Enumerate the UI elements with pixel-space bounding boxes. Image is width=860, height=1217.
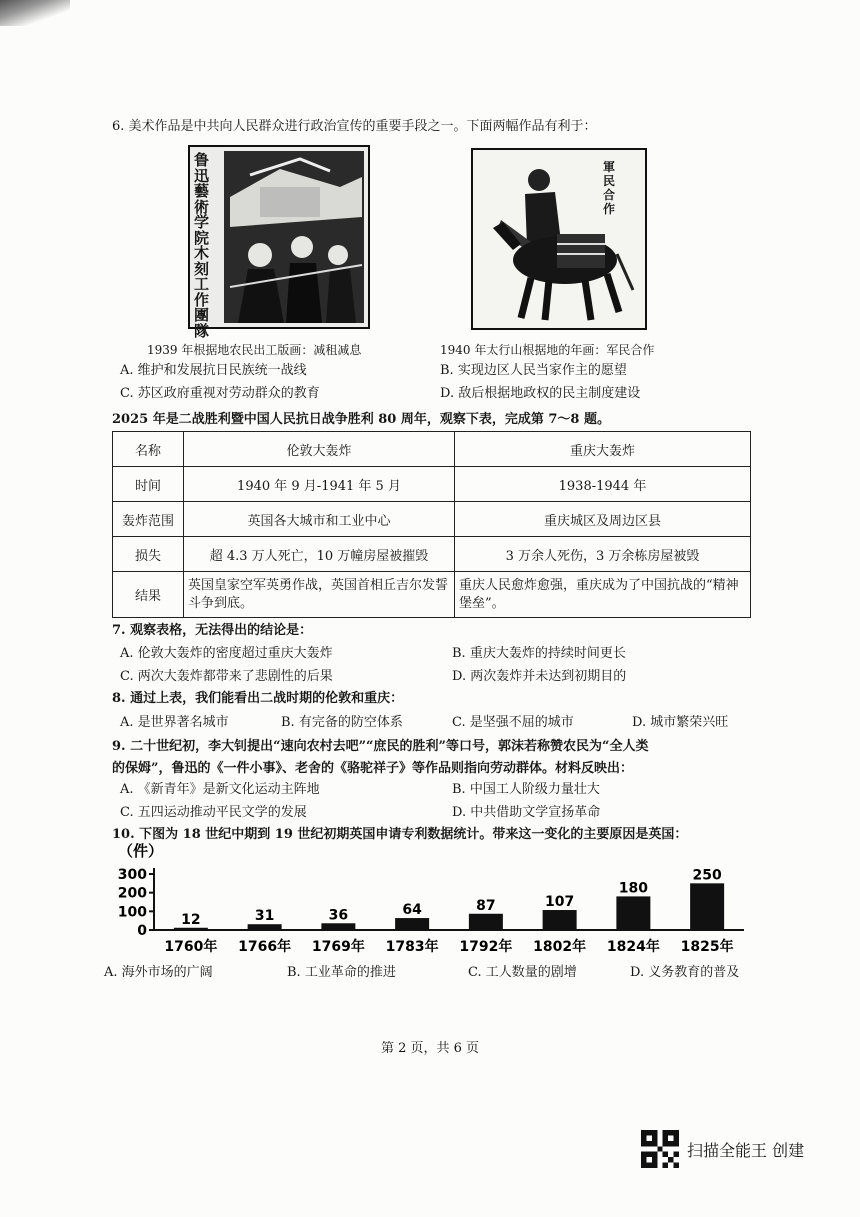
x-tick-label: 1824年 (606, 939, 660, 955)
table-cell: 超 4.3 万人死亡，10 万幢房屋被摧毁 (184, 537, 455, 572)
woodcut-caption: 1939 年根据地农民出工版画：减租减息 (147, 343, 362, 357)
q9-stem-line2: 的保姆”，鲁迅的《一件小事》、老舍的《骆驼祥子》等作品则指向劳动群体。材料反映出： (112, 761, 633, 776)
qr-code-icon (641, 1130, 679, 1168)
bar-value-label: 87 (476, 897, 496, 914)
table-cell: 轰炸范围 (113, 502, 184, 537)
table-row (113, 467, 751, 502)
table-cell: 重庆人民愈炸愈强，重庆成为了中国抗战的“精神堡垒”。 (455, 572, 751, 618)
section-intro: 2025 年是二战胜利暨中国人民抗日战争胜利 80 周年，观察下表，完成第 7～8 题。 (112, 412, 610, 427)
q10-stem: 10. 下图为 18 世纪中期到 19 世纪初期英国申请专利数据统计。带来这一变化的主要原因是英国： (112, 827, 688, 842)
bar-value-label: 12 (181, 911, 201, 928)
table-row (113, 537, 751, 572)
q7-stem: 7. 观察表格，无法得出的结论是： (112, 623, 313, 638)
bar (174, 928, 208, 930)
bar-value-label: 250 (692, 867, 722, 884)
table-cell: 重庆城区及周边区县 (455, 502, 751, 537)
bar (395, 918, 429, 930)
y-axis-unit-label: （件） (118, 842, 164, 860)
q7-option-d: D. 两次轰炸并未达到初期目的 (452, 669, 627, 684)
table-cell: 名称 (113, 432, 184, 467)
q9-stem-line1: 9. 二十世纪初，李大钊提出“速向农村去吧”“庶民的胜利”等口号，郭沫若称赞农民为“全人类 (112, 739, 649, 754)
table-cell: 重庆大轰炸 (455, 432, 751, 467)
bar (248, 924, 282, 930)
q8-option-c: C. 是坚强不屈的城市 (452, 715, 574, 730)
scan-corner-shadow (0, 0, 70, 26)
q8-option-b: B. 有完备的防空体系 (281, 715, 403, 730)
bar (469, 914, 503, 930)
q7-option-b: B. 重庆大轰炸的持续时间更长 (452, 646, 626, 661)
bar (543, 910, 577, 930)
bar (616, 896, 650, 930)
soldier-donkey-illustration (473, 150, 645, 328)
bombing-comparison-table (112, 431, 751, 618)
q6-stem: 6. 美术作品是中共向人民群众进行政治宣传的重要手段之一。下面两幅作品有利于： (112, 119, 597, 134)
q7-option-c: C. 两次大轰炸都带来了悲剧性的后果 (120, 669, 333, 684)
table-cell: 英国皇家空军英勇作战，英国首相丘吉尔发誓斗争到底。 (184, 572, 455, 618)
q8-option-d: D. 城市繁荣兴旺 (632, 715, 729, 730)
y-tick-label: 0 (137, 923, 147, 939)
painting-caption: 1940 年太行山根据地的年画：军民合作 (440, 343, 655, 357)
table-cell: 结果 (113, 572, 184, 618)
q9-option-a: A. 《新青年》是新文化运动主阵地 (120, 782, 320, 797)
q6-option-b: B. 实现边区人民当家作主的愿望 (440, 363, 627, 378)
woodcut-vertical-title: 鲁迅藝術学院木刻工作團隊 (194, 151, 210, 340)
table-row (113, 432, 751, 467)
table-cell: 英国各大城市和工业中心 (184, 502, 455, 537)
bar-value-label: 180 (618, 880, 648, 897)
bar (321, 923, 355, 930)
q10-option-d: D. 义务教育的普及 (630, 965, 740, 980)
table-row (113, 572, 751, 618)
woodcut-illustration (190, 147, 368, 327)
scanner-app-watermark: 扫描全能王 创建 (687, 1141, 805, 1160)
y-tick-label: 200 (117, 885, 147, 902)
bar-value-label: 64 (402, 902, 422, 919)
q10-option-b: B. 工业革命的推进 (287, 965, 396, 980)
x-tick-label: 1802年 (533, 939, 587, 955)
q9-option-b: B. 中国工人阶级力量壮大 (452, 782, 600, 797)
x-tick-label: 1783年 (385, 939, 439, 955)
x-tick-label: 1766年 (238, 939, 292, 955)
table-row (113, 502, 751, 537)
bar (690, 883, 724, 930)
table-cell: 伦敦大轰炸 (184, 432, 455, 467)
q10-option-c: C. 工人数量的剧增 (468, 965, 577, 980)
q6-option-d: D. 敌后根据地政权的民主制度建设 (440, 386, 641, 401)
x-tick-label: 1769年 (311, 939, 365, 955)
table-cell: 1938-1944 年 (455, 467, 751, 502)
table-cell: 时间 (113, 467, 184, 502)
x-tick-label: 1792年 (459, 939, 513, 955)
y-tick-label: 100 (117, 904, 147, 921)
bar-value-label: 36 (328, 907, 349, 924)
woodcut-artwork (188, 145, 370, 340)
q6-option-c: C. 苏区政府重视对劳动群众的教育 (120, 386, 320, 401)
q6-option-a: A. 维护和发展抗日民族统一战线 (120, 363, 307, 378)
x-tick-label: 1760年 (164, 939, 218, 955)
bar-value-label: 31 (254, 908, 275, 925)
table-cell: 1940 年 9 月-1941 年 5 月 (184, 467, 455, 502)
q8-stem: 8. 通过上表，我们能看出二战时期的伦敦和重庆： (112, 691, 404, 706)
q9-option-c: C. 五四运动推动平民文学的发展 (120, 805, 307, 820)
q9-option-d: D. 中共借助文学宣扬革命 (452, 805, 601, 820)
new-year-painting-artwork (471, 148, 647, 330)
q8-option-a: A. 是世界著名城市 (120, 715, 229, 730)
q10-option-a: A. 海外市场的广阔 (104, 965, 213, 980)
q7-option-a: A. 伦敦大轰炸的密度超过重庆大轰炸 (120, 646, 333, 661)
bar-value-label: 107 (545, 894, 575, 911)
table-cell: 3 万余人死伤，3 万余栋房屋被毁 (455, 537, 751, 572)
painting-vertical-title: 軍民合作 (603, 160, 616, 216)
patent-bar-chart (112, 842, 752, 960)
y-tick-label: 300 (117, 867, 147, 883)
page-number: 第 2 页，共 6 页 (380, 1041, 480, 1056)
x-tick-label: 1825年 (680, 939, 734, 955)
table-cell: 损失 (113, 537, 184, 572)
